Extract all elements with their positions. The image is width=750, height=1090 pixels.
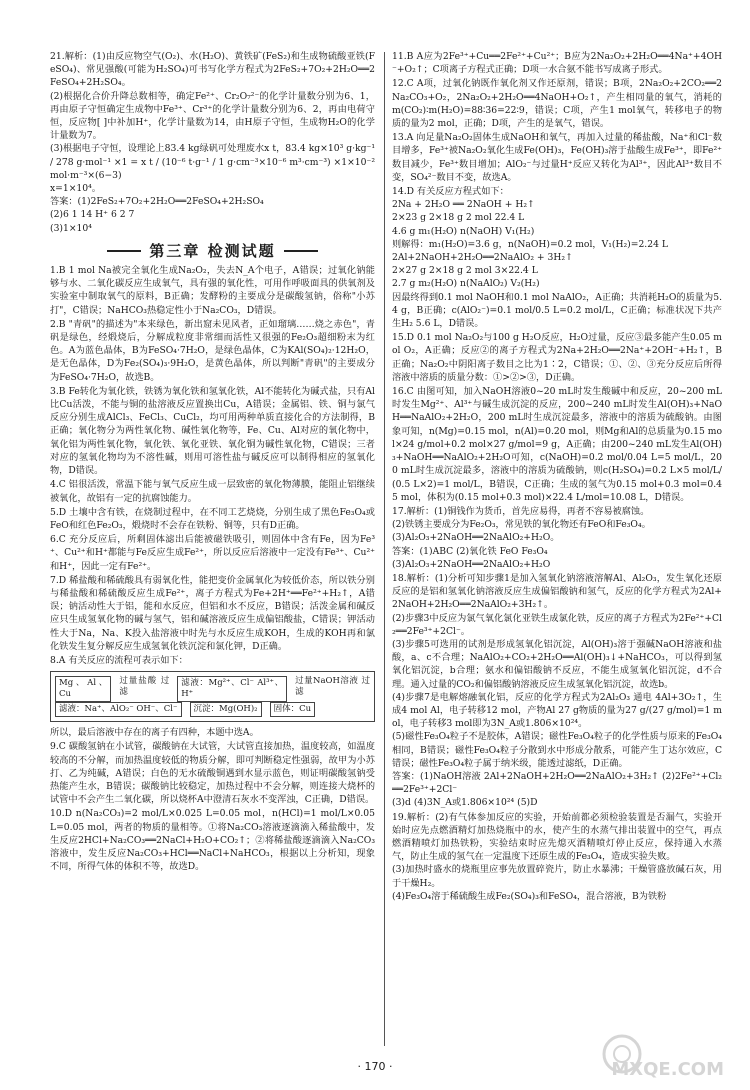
answer-2: 2.B "青矾"的描述为"本来绿色，新出窟未见风者，正如瑠璃……烧之赤色"，青矾是绿色，经煅烧后，分解成粒度非常细而活性又很强的Fe₂O₃超细粉末为红色。A为蓝色晶体，B为FeSO₄·7H₂O，是绿色晶体，C为KAl(SO₄)₂·12H₂O，是无色晶体，D为Fe₂(SO₄)₃·9H₂O，是黄色晶体，所以判断"青矾"的主要成分为FeSO₄·7H₂O，故选B。 <box>50 318 375 383</box>
answer-14-eq-6: 2×27 g 2×18 g 2 mol 3×22.4 L <box>392 265 538 277</box>
q21-answer-3: (3)1×10⁴ <box>50 222 92 234</box>
answer-1: 1.B 1 mol Na被完全氧化生成Na₂O₂，失去N_A个电子，A错误；过氧化钠能够与水、二氧化碳反应生成氧气，具有强的氧化性，可用作呼吸面具的供氧剂及实验室中制取氧气的原料，B正确；发酵粉的主要成分是碳酸氢钠，俗称"小苏打"，C错误；NaHCO₃热稳定性小于Na₂CO₃，D错误。 <box>50 265 375 316</box>
left-column <box>50 50 375 1048</box>
answer-7: 7.D 稀盐酸和稀硫酸具有弱氧化性，能把变价金属氧化为较低价态，所以铁分别与稀盐酸和稀硫酸反应生成Fe²⁺，离子方程式为Fe+2H⁺══Fe²⁺+H₂↑，A错误；钠活动性大于铝，能和水反应，但铝和水不反应，B错误；活泼金属和碱反应只生成氢氧化物的碱与氢气，铝和碱溶液反应生成偏铝酸盐，C错误；钾活动性大于Na，Na、K投入盐溶液中时先与水反应生成KOH，生成的KOH再和氯化铁发生复分解反应生成氢氧化铁沉淀和氯化钾，D正确。 <box>50 574 375 652</box>
answer-17-key-1: 答案：(1)ABC (2)氧化铁 FeO Fe₃O₄ <box>392 545 548 557</box>
answer-5: 5.D 土壤中含有铁，在烧制过程中，在不同工艺烧烧，分别生成了黑色Fe₃O₄或FeO和红色Fe₂O₃，煅烧时不会存在铁粉、铜等，只有D正确。 <box>50 506 375 531</box>
q21-result: x=1×10⁴。 <box>50 183 101 195</box>
answer-10: 10.D n(Na₂CO₃)=2 mol/L×0.025 L=0.05 mol，n(HCl)=1 mol/L×0.05 L=0.05 mol，两者的物质的量相等。①将Na₂CO₃溶液逐滴滴入稀盐酸中，发生反应2HCl+Na₂CO₃══2NaCl+H₂O+CO₂↑；②将稀盐酸逐滴滴入Na₂CO₃溶液中，发生反应Na₂CO₃+HCl══NaCl+NaHCO₃，根据以上分析知，现象不同，所得气体的体积不等，故选D。 <box>50 808 375 873</box>
answer-9: 9.C 碳酸氢钠在小试管，碳酸钠在大试管，大试管直接加热，温度较高，如温度较高的不分解，而加热温度较低的物质分解，即可判断稳定性强弱，故甲为小苏打、乙为纯碱，A错误；白色的无水硫酸铜遇到水显示蓝色，则证明碳酸氢钠受热能产生水，B错误；碳酸钠比较稳定，加热过程中不会分解，则连接大烧杯的试管中不会产生二氧化碳，所以烧杯A中澄清石灰水不变浑浊，C正确，D错误。 <box>50 741 375 806</box>
answer-18-key-1: 答案：(1)NaOH溶液 2Al+2NaOH+2H₂O══2NaAlO₂+3H₂↑ (2)2Fe²⁺+Cl₂══2Fe³⁺+2Cl⁻ <box>392 770 722 796</box>
answer-19-1: 19.解析：(2)有气体参加反应的实验，开始前都必须检验装置是否漏气，实验开始时应先点燃酒精灯加热烧瓶中的水，使产生的水蒸气排出装置中的空气，再点燃酒精喷灯加热铁粉，实验结束时应先熄灭酒精喷灯停止反应，保持通入水蒸气，防止生成的氢气在一定温度下还原生成的Fe₃O₄，造成实验失败。 <box>392 811 722 863</box>
answer-14-eq-4: 则解得：m₁(H₂O)=3.6 g，n(NaOH)=0.2 mol，V₁(H₂)=2.24 L <box>392 238 668 250</box>
answer-18-key-2: (3)d (4)3N_A或1.806×10²⁴ (5)D <box>392 797 538 809</box>
flow-solid: 固体：Cu <box>270 702 315 717</box>
answer-18-1: 18.解析：(1)分析可知步骤1是加入氢氧化钠溶液溶解Al、Al₂O₃，发生氧化还原反应的是铝和氢氧化钠溶液反应生成偏铝酸钠和氢气，反应的化学方程式为2Al+2NaOH+2H₂O══2NaAlO₂+3H₂↑。 <box>392 572 722 611</box>
answer-12: 12.C A项，过氧化钠既作氧化剂又作还原剂，错误；B项，2Na₂O₂+2CO₂══2Na₂CO₃+O₂，2Na₂O₂+2H₂O══4NaOH+O₂↑，产生相同量的氧气，消耗的m(CO₂)∶m(H₂O)=88∶36=22∶9，错误；C项，产生1 mol氧气，转移电子的物质的量为2 mol，正确；D项，产生的是氧气，错误。 <box>392 78 722 130</box>
answer-4: 4.C 铝很活泼，常温下能与氧气反应生成一层致密的氧化物薄膜，能阻止铝继续被氧化，故铝有一定的抗腐蚀能力。 <box>50 479 375 504</box>
q21-answer-1: 答案：(1)2FeS₂+7O₂+2H₂O══2FeSO₄+2H₂SO₄ <box>50 196 264 208</box>
heading-rule-right <box>284 250 318 252</box>
answer-8-conclusion: 所以，最后溶液中存在的离子有四种，本题中选A。 <box>50 727 259 739</box>
q21-analysis-2: (2)根据化合价升降总数相等，确定Fe²⁺、Cr₂O₇²⁻的化学计量数分别为6、1，再由原子守恒确定生成物中Fe³⁺、Cr³⁺的化学计量数分别为6、2，再由电荷守恒，反应物[ ]中补加H⁺，化学计量数为14，由H原子守恒，生成物H₂O的化学计量数为7。 <box>50 90 375 142</box>
answer-16: 16.C 由图可知，加入NaOH溶液0~20 mL时发生酸碱中和反应，20~200 mL时发生Mg²⁺、Al³⁺与碱生成沉淀的反应，200~240 mL时发生Al(OH)₃+NaOH══NaAlO₂+2H₂O，200 mL时生成沉淀最多，溶液中的溶质为硫酸钠。由图象可知，n(Mg)=0.15 mol，n(Al)=0.20 mol，则Mg和Al的总质量为0.15 mol×24 g/mol+0.2 mol×27 g/mol=9 g，A正确；由200~240 mL发生Al(OH)₃+NaOH══NaAlO₂+2H₂O可知，c(NaOH)=0.2 mol/0.04 L=5 mol/L，200 mL时生成沉淀最多，溶液中的溶质为硫酸钠，则c(H₂SO₄)=0.2 L×5 mol/L/(0.5 L×2)=1 mol/L，B错误，C正确；生成的氢气为0.15 mol+0.3 mol=0.45 mol，体积为(0.15 mol+0.3 mol)×22.4 L/mol=10.08 L，D错误。 <box>392 386 722 503</box>
flow-start: Mg、Al、Cu <box>55 676 111 702</box>
answer-14-eq-1: 2Na + 2H₂O ══ 2NaOH + H₂↑ <box>392 199 535 211</box>
answer-18-2: (2)步骤3中反应为氯气氧化氯化亚铁生成氯化铁，反应的离子方程式为2Fe²⁺+Cl₂══2Fe³⁺+2Cl⁻。 <box>392 612 722 637</box>
answer-6: 6.C 充分反应后，所剩固体滤出后能被磁铁吸引，则固体中含有Fe，因为Fe³⁺、Cu²⁺和H⁺都能与Fe反应生成Fe²⁺，所以反应后溶液中一定没有Fe³⁺、Cu²⁺和H⁺，因此一定有Fe²⁺。 <box>50 534 375 572</box>
answer-19-2: (3)加热时盛水的烧瓶里应事先放置碎瓷片，防止水暴沸；干燥管盛放碱石灰，用于干燥H₂。 <box>392 864 722 889</box>
q21-answer-2: (2)6 1 14 H⁺ 6 2 7 <box>50 209 135 221</box>
flow-precipitate: 沉淀：Mg(OH)₂ <box>190 702 262 717</box>
answer-18-5: (5)磁性Fe₃O₄粒子不是胶体，A错误；磁性Fe₃O₄粒子的化学性质与原来的Fe₃O₄相同，B错误；磁性Fe₃O₄粒子分散到水中形成分散系，可能产生丁达尔效应，C错误；磁性Fe₃O₄粒子属于纳米级，能透过滤纸，D正确。 <box>392 731 722 769</box>
answer-17-3: (3)Al₂O₃+2NaOH══2NaAlO₂+H₂O。 <box>392 532 560 544</box>
right-column <box>392 50 722 1048</box>
answer-13: 13.A 向足量Na₂O₂固体生成NaOH和氧气，再加入过量的稀盐酸，Na⁺和Cl⁻数目增多，Fe³⁺被Na₂O₂氧化生成Fe(OH)₃，Fe(OH)₃溶于盐酸生成Fe³⁺，即Fe²⁺数目减少，Fe³⁺数目增加；AlO₂⁻与过量H⁺反应又转化为Al³⁺，因此Al³⁺数目不变，SO₄²⁻数目不变，故选A。 <box>392 132 722 183</box>
answer-3: 3.B Fe转化为氧化铁，铁锈为氧化铁和氢氧化铁，Al不能转化为碱式盐，只有Al比Cu活泼，不能与铜的盐溶液反应置换出Cu，A错误；金属铝、铁、铜与氯气反应分别生成AlCl₃、FeCl₃、CuCl₂，均可用两种单质直接化合的方法制得，B正确；氧化物分为两性氧化物、碱性氧化物等，Fe、Cu、Al对应的氧化物中，氧化铝为两性氧化物，氧化铁、氧化亚铁、氧化铜为碱性氧化物，C错误；三者对应的氢氧化物均为不溶性碱，则用可溶性盐与碱反应可以制得相应的氢氧化物，D错误。 <box>50 385 375 477</box>
answer-8: 8.A 有关反应的流程可表示如下： <box>50 654 188 666</box>
answer-14-eq-2: 2×23 g 2×18 g 2 mol 22.4 L <box>392 212 525 224</box>
answer-17-key-2: (3)Al₂O₃+2NaOH══2NaAlO₂+H₂O <box>392 558 551 570</box>
answer-17-2: (2)铁锈主要成分为Fe₂O₃，常见铁的氧化物还有FeO和Fe₃O₄。 <box>392 519 651 531</box>
reaction-flow-diagram <box>50 671 375 722</box>
watermark-text: MXQE.COM <box>611 1059 724 1080</box>
answer-11: 11.B A应为2Fe³⁺+Cu══2Fe²⁺+Cu²⁺；B应为2Na₂O₂+2H₂O══4Na⁺+4OH⁻+O₂↑；C项离子方程式正确；D项一水合氨不能书写成离子形式。 <box>392 51 722 76</box>
answer-18-3: (3)步骤5可选用的试剂是形成氢氧化铝沉淀，Al(OH)₃溶于强碱NaOH溶液和盐酸，a、c不合理；NaAlO₂+CO₂+2H₂O══Al(OH)₃↓+NaHCO₃，可以得到氢氧化铝沉淀，b合理；氨水和偏铝酸钠不反应，不能生成氢氧化铝沉淀，d不合理。通入过量的CO₂和偏铝酸钠溶液反应生成氢氧化铝沉淀，故选b。 <box>392 638 722 690</box>
column-divider <box>384 52 385 1046</box>
answer-14-eq-3: 4.6 g m₁(H₂O) n(NaOH) V₁(H₂) <box>392 225 535 237</box>
flow-row-1 <box>55 676 370 702</box>
watermark-logo <box>598 1028 728 1084</box>
answer-15: 15.D 0.1 mol Na₂O₂与100 g H₂O反应，H₂O过量，反应③最多能产生0.05 mol O₂，A正确；反应②的离子方程式为2Na+2H₂O══2Na⁺+2OH⁻+H₂↑，B正确；Na₂O₂中阴阳离子数目之比为1∶2，C错误；①、②、③充分反应后所得溶液中溶质的质量分数：①>②>③，D正确。 <box>392 332 722 383</box>
q21-analysis-1: 21.解析：(1)由反应物空气(O₂)、水(H₂O)、黄铁矿(FeS₂)和生成物硫酸亚铁(FeSO₄)、常见强酸(可能为H₂SO₄)可书写化学方程式为2FeS₂+7O₂+2H₂O══2FeSO₄+2H₂SO₄。 <box>50 51 375 89</box>
chapter-heading <box>50 241 375 260</box>
heading-rule-left <box>107 250 141 252</box>
answer-18-4: (4)步骤7是电解熔融氧化铝，反应的化学方程式为2Al₂O₃ 通电 4Al+3O₂↑，生成4 mol Al，电子转移12 mol，产物Al 27 g物质的量为27 g/(27 g/mol)=1 mol，电子转移3 mol即为3N_A或1.806×10²⁴。 <box>392 691 722 730</box>
flow-step-2: 过量NaOH溶液 过滤 <box>295 676 370 698</box>
flow-row-2 <box>55 702 370 717</box>
answer-14-conclusion: 因最终得到0.1 mol NaOH和0.1 mol NaAlO₂，A正确；共消耗H₂O的质量为5.4 g，B正确；c(AlO₂⁻)=0.1 mol/0.5 L=0.2 mol/L，C正确；标准状况下共产生H₂ 5.6 L，D错误。 <box>392 291 722 330</box>
page-number: · 170 · <box>357 1060 393 1073</box>
chapter-title-text: 第三章 检测试题 <box>149 241 276 260</box>
flow-step-1: 过量盐酸 过滤 <box>119 676 170 698</box>
answer-14: 14.D 有关反应方程式如下： <box>392 186 509 198</box>
answer-17-1: 17.解析：(1)铜钱作为货币，首先应易得，再者不容易被腐蚀。 <box>392 505 650 517</box>
answer-14-eq-5: 2Al+2NaOH+2H₂O══2NaAlO₂ + 3H₂↑ <box>392 252 573 264</box>
q21-analysis-3: (3)根据电子守恒，设理论上83.4 kg绿矾可处理废水x t，83.4 kg×10³ g·kg⁻¹ / 278 g·mol⁻¹ ×1 = x t / (10⁻⁶ t·g⁻¹ / 1 g·cm⁻³×10⁻⁶ m³·cm⁻³) ×1×10⁻² mol·m⁻³×(6−3) <box>50 143 375 181</box>
flow-filtrate: 滤液：Mg²⁺、Cl⁻ Al³⁺、H⁺ <box>177 676 287 702</box>
answer-19-3: (4)Fe₃O₄溶于稀硫酸生成Fe₂(SO₄)₃和FeSO₄，混合溶液，B为铁粉 <box>392 890 667 902</box>
answer-14-eq-7: 2.7 g m₂(H₂O) n(NaAlO₂) V₂(H₂) <box>392 278 540 290</box>
flow-filtrate-2: 滤液：Na⁺、AlO₂⁻ OH⁻、Cl⁻ <box>55 702 182 717</box>
